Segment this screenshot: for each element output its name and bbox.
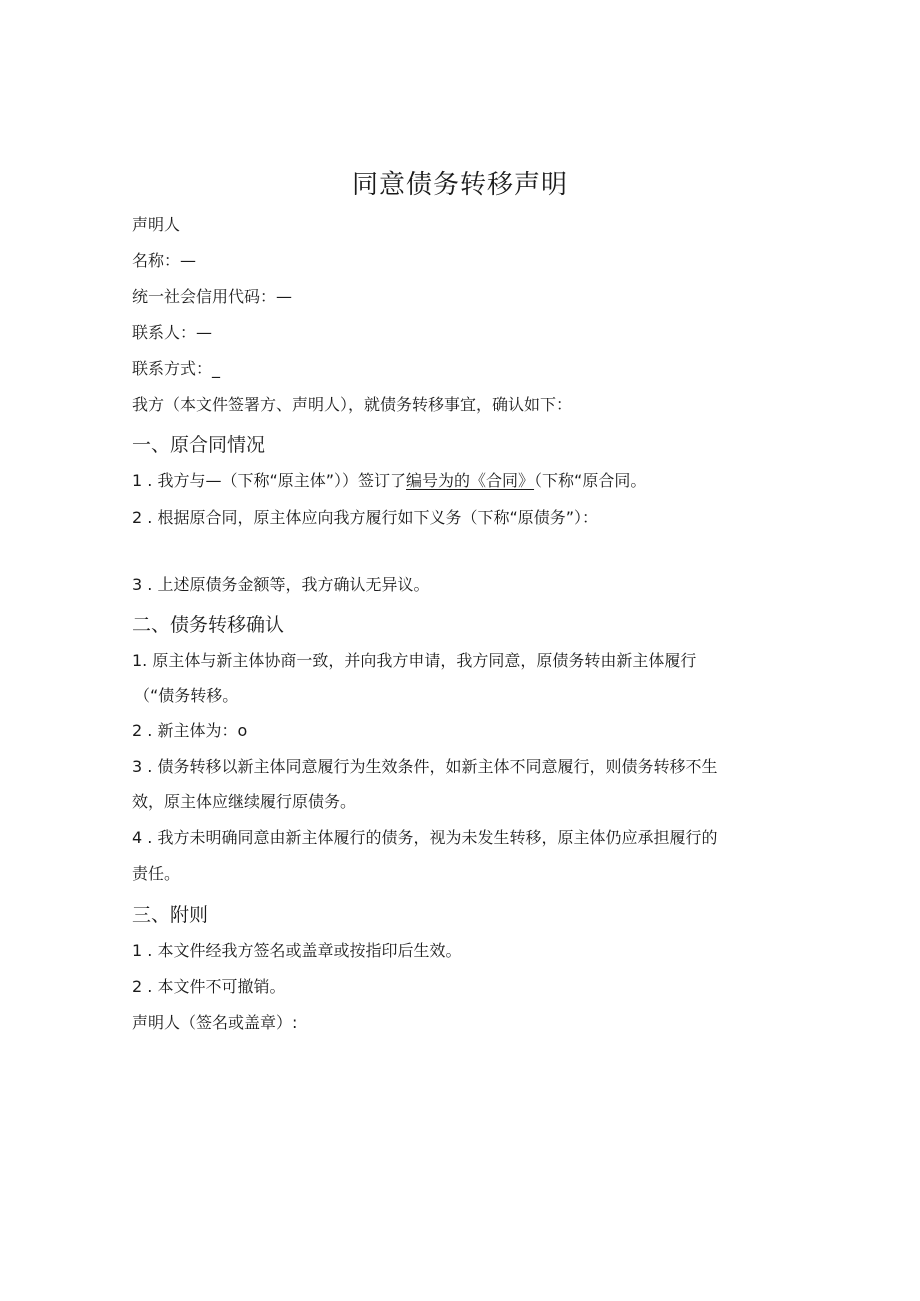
section1-item1-text-a: 1 . 我方与—（下称“原主体”））签订了 xyxy=(132,471,407,490)
signature-line: 声明人（签名或盖章）: xyxy=(132,1013,298,1032)
document-title: 同意债务转移声明 xyxy=(351,170,568,200)
name-field: 名称：— xyxy=(132,251,197,270)
section2-item1-line1: 1. 原主体与新主体协商一致，并向我方申请，我方同意，原债务转由新主体履行 xyxy=(132,651,697,670)
intro-paragraph: 我方（本文件签署方、声明人），就债务转移事宜，确认如下： xyxy=(132,395,573,414)
section3-item2: 2 . 本文件不可撤销。 xyxy=(132,977,286,996)
section2-item3-line2: 效，原主体应继续履行原债务。 xyxy=(132,792,357,811)
section2-item4-line1: 4 . 我方未明确同意由新主体履行的债务，视为未发生转移，原主体仍应承担履行的 xyxy=(132,828,718,847)
contract-number-underlined: 编号为的《合同》 xyxy=(406,471,535,490)
section2-item3-line1: 3 . 债务转移以新主体同意履行为生效条件，如新主体不同意履行，则债务转移不生 xyxy=(132,757,718,776)
section2-item4-line2: 责任。 xyxy=(132,864,181,883)
section1-item3: 3 . 上述原债务金额等，我方确认无异议。 xyxy=(132,575,430,594)
section2-heading: 二、债务转移确认 xyxy=(132,614,285,636)
section1-item1-text-b: （下称“原合同。 xyxy=(534,471,647,490)
section1-item1 xyxy=(132,470,646,492)
section2-item2: 2 . 新主体为：o xyxy=(132,721,248,740)
declarant-header: 声明人 xyxy=(132,215,181,234)
contact-person-field: 联系人：— xyxy=(132,323,213,342)
credit-code-field: 统一社会信用代码：— xyxy=(132,287,293,306)
section2-item1-line2: （“债务转移。 xyxy=(134,686,239,705)
section3-heading: 三、附则 xyxy=(132,904,209,926)
section3-item1: 1 . 本文件经我方签名或盖章或按指印后生效。 xyxy=(132,941,462,960)
section1-heading: 一、原合同情况 xyxy=(132,434,266,456)
contact-method-field: 联系方式：_ xyxy=(132,359,221,378)
section1-item2: 2 . 根据原合同，原主体应向我方履行如下义务（下称“原债务”）： xyxy=(132,508,599,527)
